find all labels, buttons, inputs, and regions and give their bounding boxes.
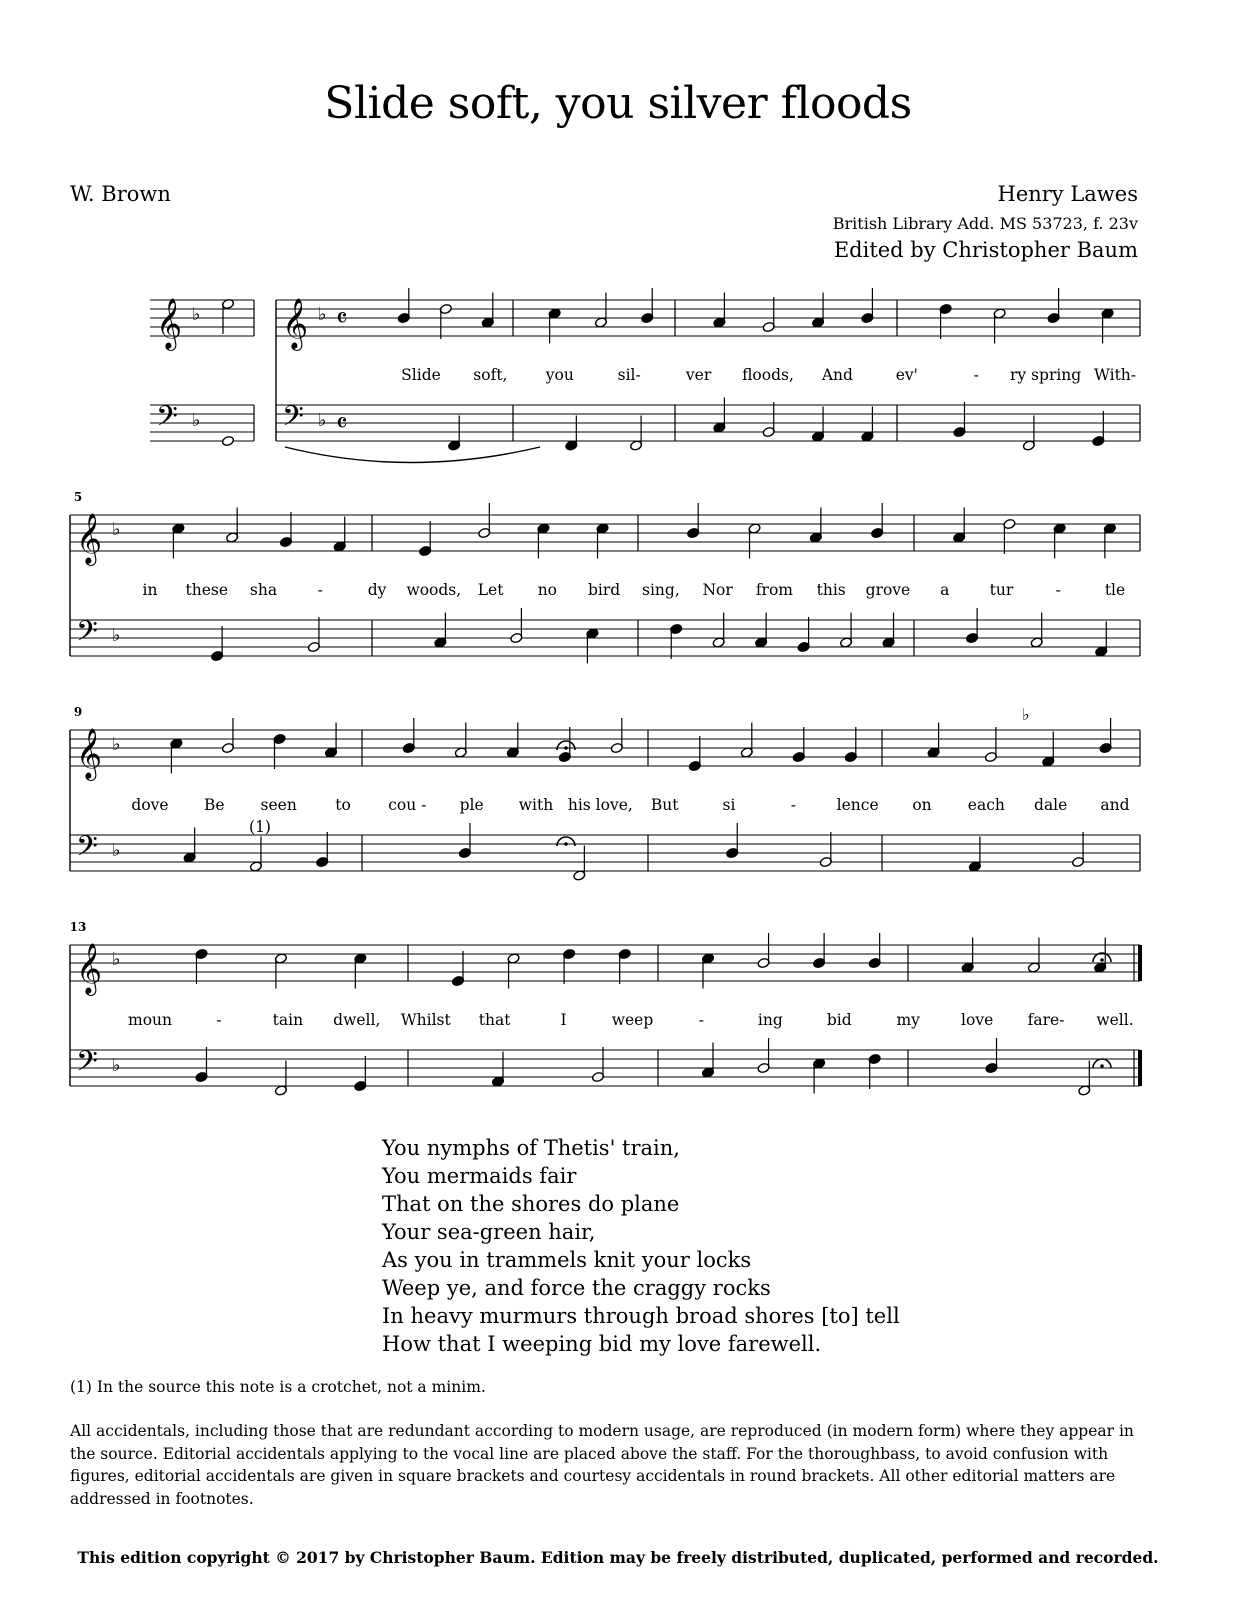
fermata-dot: [564, 746, 568, 750]
lyric-syllable: bird: [588, 581, 621, 599]
poem-line: Your sea-green hair,: [382, 1220, 596, 1244]
footnote-marker: (1): [249, 818, 271, 836]
lyric-syllable: With-: [1093, 366, 1137, 384]
poem-line: How that I weeping bid my love farewell.: [382, 1332, 822, 1356]
lyric-syllable: But: [650, 796, 679, 814]
lyric-syllable: well.: [1096, 1011, 1134, 1029]
lyric-syllable: cou -: [388, 796, 427, 814]
lyric-syllable: tain: [272, 1011, 304, 1029]
lyric-syllable: -: [973, 366, 979, 384]
key-signature-flat-icon: ♭: [112, 949, 121, 970]
source-credit: British Library Add. MS 53723, f. 23v: [832, 214, 1138, 233]
lyric-syllable: weep: [611, 1011, 654, 1029]
lyric-syllable: moun: [128, 1011, 172, 1029]
lyric-syllable: soft,: [473, 366, 508, 384]
tie-slur: [285, 447, 540, 463]
lyric-syllable: ver: [685, 366, 712, 384]
lyric-syllable: sha: [249, 581, 278, 599]
fermata-dot: [1100, 958, 1104, 962]
bass-clef-icon: 𝄢: [156, 400, 178, 440]
poem-line: You nymphs of Thetis' train,: [382, 1136, 680, 1160]
lyric-syllable: Be: [204, 796, 225, 814]
key-signature-flat-icon: ♭: [318, 304, 327, 325]
measure-number: 5: [73, 490, 83, 504]
lyric-syllable: ry spring: [1009, 366, 1082, 384]
page-title: Slide soft, you silver floods: [324, 78, 912, 129]
lyric-syllable: ple: [459, 796, 484, 814]
lyric-syllable: sing,: [642, 581, 680, 599]
measure-number: 13: [69, 920, 87, 934]
lyric-syllable: tle: [1104, 581, 1126, 599]
editorial-flat-icon: ♭: [1022, 705, 1030, 724]
lyric-syllable: ing: [757, 1011, 783, 1029]
treble-clef-icon: 𝄞: [76, 728, 103, 779]
lyric-syllable: -: [1055, 581, 1061, 599]
lyric-syllable: dale: [1034, 796, 1068, 814]
editorial-notes: All accidentals, including those that are redundant according to modern usage, are reproduced (in modern form) where they appear in the source. Editorial accidentals applying to the vocal line are placed above the staff. For the thoroughbass, to avoid confusion with figures, editorial accidentals are given in square brackets and courtesy accidentals in round brackets. All other editorial matters are addressed in footnotes.: [70, 1422, 1134, 1508]
lyric-syllable: I: [560, 1011, 567, 1029]
lyric-syllable: that: [478, 1011, 511, 1029]
composer-credit: Henry Lawes: [997, 182, 1138, 206]
poem-line: You mermaids fair: [382, 1164, 577, 1188]
lyric-syllable: with: [518, 796, 554, 814]
common-time-icon: 𝄴: [336, 409, 348, 439]
lyric-syllable: and: [1100, 796, 1130, 814]
key-signature-flat-icon: ♭: [112, 519, 121, 540]
bass-clef-icon: 𝄢: [282, 400, 304, 440]
incipit-note: [221, 435, 234, 446]
poem-line: As you in trammels knit your locks: [382, 1248, 752, 1272]
lyric-syllable: Whilst: [400, 1011, 451, 1029]
editor-credit: Edited by Christopher Baum: [833, 238, 1138, 262]
lyric-syllable: these: [185, 581, 229, 599]
key-signature-flat-icon: ♭: [192, 304, 201, 325]
treble-clef-icon: 𝄞: [282, 298, 309, 349]
lyric-syllable: love: [961, 1011, 994, 1029]
lyric-syllable: dove: [131, 796, 169, 814]
poem-line: That on the shores do plane: [382, 1192, 680, 1216]
lyric-syllable: his love,: [567, 796, 633, 814]
treble-clef-icon: 𝄞: [156, 298, 183, 349]
key-signature-flat-icon: ♭: [112, 734, 121, 755]
lyric-syllable: sil-: [617, 366, 641, 384]
lyric-syllable: from: [755, 581, 794, 599]
treble-clef-icon: 𝄞: [76, 513, 103, 564]
key-signature-flat-icon: ♭: [112, 625, 121, 646]
bass-clef-icon: 𝄢: [76, 830, 98, 870]
measure-number: 9: [73, 705, 83, 719]
lyric-syllable: woods,: [406, 581, 462, 599]
lyric-syllable: dwell,: [333, 1011, 381, 1029]
lyric-syllable: seen: [260, 796, 297, 814]
poem-line: In heavy murmurs through broad shores [to] tell: [382, 1304, 900, 1328]
key-signature-flat-icon: ♭: [112, 1055, 121, 1076]
lyric-syllable: -: [790, 796, 796, 814]
common-time-icon: 𝄴: [336, 304, 348, 334]
poet-credit: W. Brown: [70, 182, 171, 206]
lyric-syllable: fare-: [1027, 1011, 1065, 1029]
key-signature-flat-icon: ♭: [318, 410, 327, 431]
key-signature-flat-icon: ♭: [192, 410, 201, 431]
lyric-syllable: this: [816, 581, 846, 599]
lyric-syllable: Nor: [702, 581, 733, 599]
lyric-syllable: in: [142, 581, 158, 599]
lyric-syllable: -: [216, 1011, 222, 1029]
fermata-dot: [564, 842, 568, 846]
lyric-syllable: And: [821, 366, 853, 384]
lyric-syllable: dy: [367, 581, 387, 599]
lyric-syllable: bid: [826, 1011, 852, 1029]
lyric-syllable: my: [896, 1011, 920, 1029]
lyric-syllable: -: [317, 581, 323, 599]
footnote: (1) In the source this note is a crotchet, not a minim.: [70, 1378, 486, 1396]
lyric-syllable: lence: [836, 796, 879, 814]
lyric-syllable: each: [967, 796, 1005, 814]
bass-clef-icon: 𝄢: [76, 1045, 98, 1085]
lyric-syllable: -: [698, 1011, 705, 1029]
lyric-syllable: tur: [989, 581, 1014, 599]
lyric-syllable: ev': [895, 366, 918, 384]
fermata-dot: [1100, 1064, 1104, 1068]
lyric-syllable: no: [537, 581, 558, 599]
lyric-syllable: on: [912, 796, 932, 814]
lyric-syllable: you: [545, 366, 574, 384]
lyric-syllable: a: [940, 581, 950, 599]
poem-line: Weep ye, and force the craggy rocks: [382, 1276, 771, 1300]
lyric-syllable: Let: [477, 581, 504, 599]
poem-verse: [382, 1134, 900, 1358]
bass-clef-icon: 𝄢: [76, 615, 98, 655]
treble-clef-icon: 𝄞: [76, 943, 103, 994]
lyric-syllable: Slide: [401, 366, 441, 384]
lyric-syllable: si: [722, 796, 736, 814]
lyric-syllable: grove: [865, 581, 911, 599]
lyric-syllable: to: [335, 796, 351, 814]
lyric-syllable: floods,: [742, 366, 794, 384]
copyright-notice: This edition copyright © 2017 by Christopher Baum. Edition may be freely distributed, duplicated, performed and recorded.: [77, 1548, 1159, 1567]
key-signature-flat-icon: ♭: [112, 840, 121, 861]
